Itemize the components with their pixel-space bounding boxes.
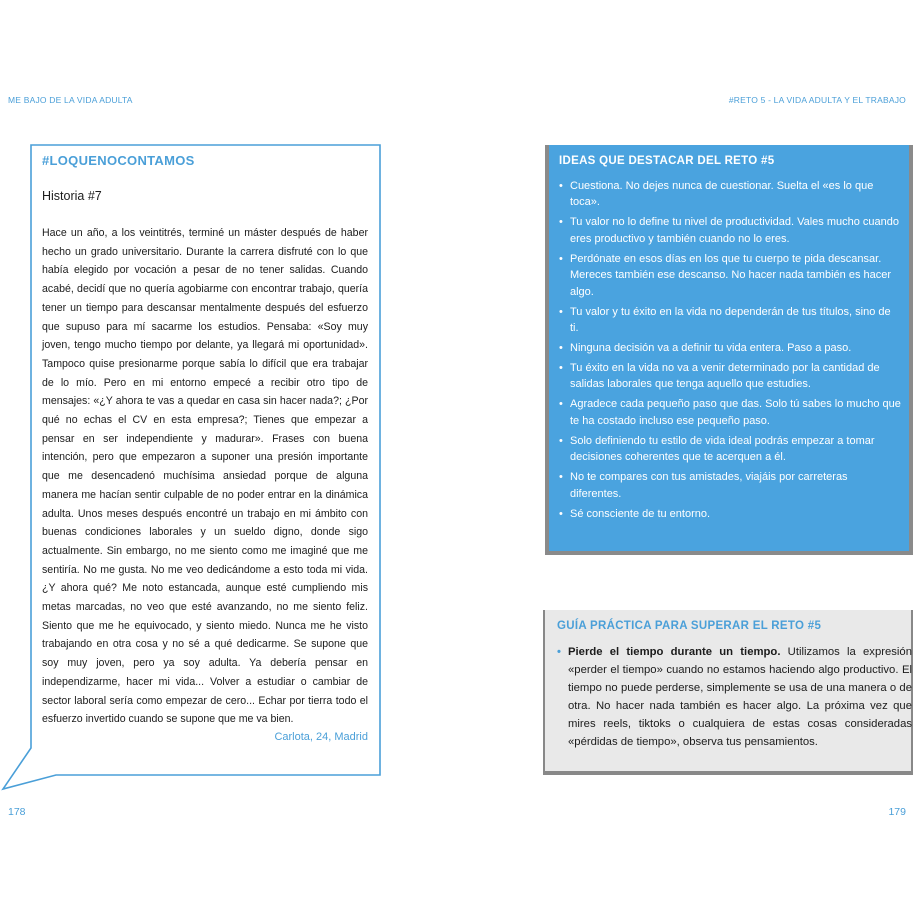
story-body: Hace un año, a los veintitrés, terminé un máster después de haber hecho un grado universitario. Durante la carrera disfruté con lo que había elegido por vocación a pesar de no tener salidas. Cuando acabé, decidí que no quería agobiarme con encontrar trabajo, quería tener un tiempo para descansar mentalmente después del esfuerzo que supuso para mí sacarme los estudios. Pensaba: «Soy muy joven, tengo mucho tiempo por delante, ya llegará mi oportunidad». Tampoco quise presionarme porque sabía lo difícil que era trabajar de lo mío. Pero en mi entorno empecé a recibir otro tipo de mensajes: «¿Y ahora te vas a quedar en casa sin hacer nada?; ¿Por qué no echas el CV en esta empresa?; Tienes que empezar a pensar en ser independiente y madurar». Frases con buena intención, pero que empezaron a suponer una presión importante que me desencadenó muchísima ansiedad porque de alguna manera me hacían sentir culpable de no poder entrar en la dinámica adulta. Unos meses después encontré un trabajo en mi ámbito con buenas condiciones laborales y un sueldo digno, donde sigo actualmente. Sin embargo, no me siento como me imaginé que me sentiría. No me gusta. No me veo dedicándome a esto toda mi vida. ¿Y ahora qué? Me noto estancada, aunque esté cumpliendo mis metas marcadas, no veo que esté avanzando, no me siento feliz. Siento que me he equivocado, y siento miedo. Nunca me he visto trabajando en otra cosa y no sé a qué dedicarme. Se supone que soy muy joven, pero ya soy adulta. Ya debería pensar en independizarme, hacer mi vida... Volver a estudiar o cambiar de sector laboral sería como empezar de cero... Echar por tierra todo el esfuerzo invertido cuando se supone que me va bien. [42, 227, 368, 726]
ideas-item: • Cuestiona. No dejes nunca de cuestionar. Suelta el «es lo que toca». [559, 178, 901, 211]
guide-item [557, 643, 912, 751]
ideas-item: • Perdónate en esos días en los que tu cuerpo te pida descansar. Mereces también ese descanso. No hacer nada también es hacer algo. [559, 251, 901, 300]
ideas-list [559, 178, 901, 526]
ideas-item: • Solo definiendo tu estilo de vida ideal podrás empezar a tomar decisiones coherentes que te acerquen a él. [559, 433, 901, 466]
ideas-item: • Tu valor y tu éxito en la vida no dependerán de tus títulos, sino de ti. [559, 304, 901, 337]
guide-item-text: Utilizamos la expresión «perder el tiempo» cuando no estamos haciendo algo productivo. El tiempo no puede perderse, simplemente se usa de una manera o de otra. No hacer nada también es hacer algo. La próxima vez que mires reels, tiktoks o cualquiera de estas cosas consideradas «pérdidas de tiempo», observa tus pensamientos. [568, 646, 912, 748]
running-header-left: ME BAJO DE LA VIDA ADULTA [8, 95, 133, 105]
page-number-left: 178 [8, 806, 26, 818]
ideas-item: • Tu éxito en la vida no va a venir determinado por la cantidad de salidas laborales que tenga aquello que estudies. [559, 360, 901, 393]
guide-bullet-icon: • [557, 646, 561, 658]
guide-box [543, 610, 913, 775]
ideas-item: • No te compares con tus amistades, viajáis por carreteras diferentes. [559, 469, 901, 502]
story-signature: Carlota, 24, Madrid [274, 730, 368, 743]
ideas-item: • Agradece cada pequeño paso que das. Solo tú sabes lo mucho que te ha costado incluso ese pequeño paso. [559, 396, 901, 429]
page-number-right: 179 [888, 806, 906, 818]
guide-item-heading: Pierde el tiempo durante un tiempo. [568, 646, 781, 658]
story-bubble [30, 145, 380, 775]
story-content [42, 153, 368, 743]
story-hashtag: #LOQUENOCONTAMOS [42, 153, 195, 168]
ideas-box-panel [549, 145, 909, 551]
ideas-item: • Tu valor no lo define tu nivel de productividad. Vales mucho cuando eres productivo y también cuando no lo eres. [559, 214, 901, 247]
ideas-item: • Sé consciente de tu entorno. [559, 506, 901, 522]
ideas-title: IDEAS QUE DESTACAR DEL RETO #5 [559, 155, 775, 167]
ideas-item: • Ninguna decisión va a definir tu vida entera. Paso a paso. [559, 340, 901, 356]
running-header-right: #RETO 5 - LA VIDA ADULTA Y EL TRABAJO [728, 95, 906, 105]
guide-title: GUÍA PRÁCTICA PARA SUPERAR EL RETO #5 [557, 620, 822, 632]
story-title: Historia #7 [42, 189, 102, 203]
ideas-box [545, 145, 913, 555]
guide-box-panel [545, 610, 911, 771]
